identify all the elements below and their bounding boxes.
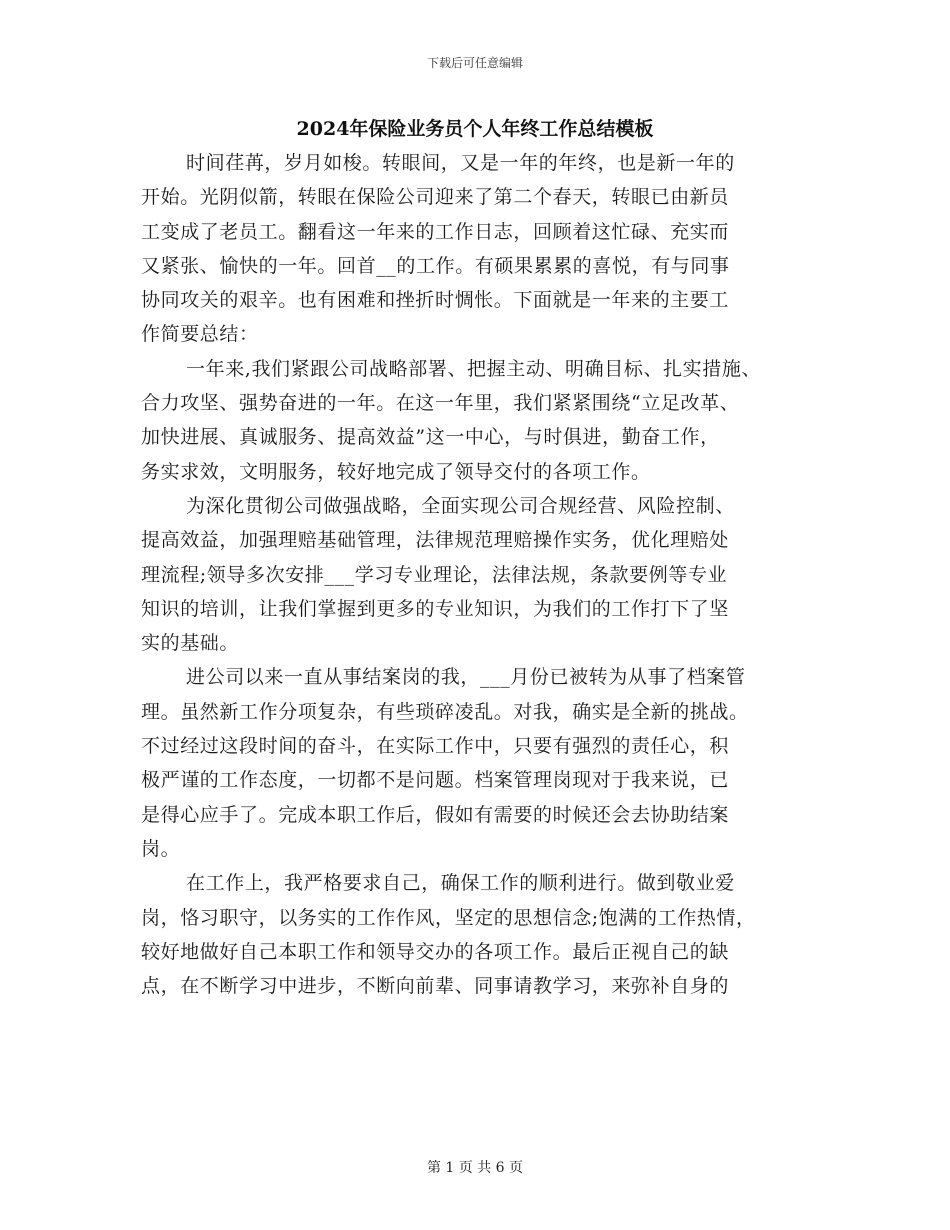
paragraph	[141, 352, 811, 489]
text-line: 务实求效，文明服务，较好地完成了领导交付的各项工作。	[141, 460, 651, 483]
text-line: 岗。	[141, 837, 181, 860]
text-line: 不过经过这段时间的奋斗，在实际工作中，只要有强烈的责任心，积	[141, 735, 730, 758]
paragraph	[141, 489, 811, 660]
text-line: 协同攻关的艰辛。也有困难和挫折时惆怅。下面就是一年来的主要工	[141, 289, 730, 312]
text-line: 岗，恪习职守，以务实的工作作风，坚定的思想信念;饱满的工作热情，	[141, 906, 756, 929]
text-line: 点，在不断学习中进步，不断向前辈、同事请教学习，来弥补自身的	[141, 975, 730, 998]
document-body	[141, 146, 811, 1003]
document-title: 2024年保险业务员个人年终工作总结模板	[296, 118, 654, 140]
text-line: 作简要总结：	[141, 323, 259, 346]
page-header-note: 下载后可任意编辑	[426, 56, 523, 70]
page-number: 第 1 页 共 6 页	[426, 1160, 524, 1176]
text-line: 提高效益，加强理赔基础管理，法律规范理赔操作实务，优化理赔处	[141, 529, 730, 552]
text-line: 较好地做好自己本职工作和领导交办的各项工作。最后正视自己的缺	[141, 940, 730, 963]
text-line: 为深化贯彻公司做强战略，全面实现公司合规经营、风险控制、	[186, 494, 735, 517]
text-line: 是得心应手了。完成本职工作后，假如有需要的时候还会去协助结案	[141, 803, 730, 826]
paragraph	[141, 866, 811, 1003]
text-line: 时间荏苒，岁月如梭。转眼间，又是一年的年终，也是新一年的	[186, 152, 735, 174]
paragraph	[141, 660, 811, 866]
paragraph	[141, 146, 811, 352]
text-line: 工变成了老员工。翻看这一年来的工作日志，回顾着这忙碌、充实而	[141, 220, 730, 243]
text-line: 极严谨的工作态度，一切都不是问题。档案管理岗现对于我来说，已	[141, 769, 730, 792]
text-line: 实的基础。	[141, 632, 240, 655]
text-line: 在工作上，我严格要求自己，确保工作的顺利进行。做到敬业爱	[186, 872, 735, 895]
text-line: 又紧张、愉快的一年。回首__的工作。有硕果累累的喜悦，有与同事	[141, 254, 730, 277]
text-line: 一年来,我们紧跟公司战略部署、把握主动、明确目标、扎实措施、	[186, 357, 762, 380]
text-line: 合力攻坚、强势奋进的一年。在这一年里，我们紧紧围绕“立足改革、	[141, 392, 740, 415]
text-line: 进公司以来一直从事结案岗的我，___月份已被转为从事了档案管	[186, 666, 746, 689]
text-line: 开始。光阴似箭，转眼在保险公司迎来了第二个春天，转眼已由新员	[141, 186, 730, 209]
text-line: 理。虽然新工作分项复杂，有些琐碎凌乱。对我，确实是全新的挑战。	[141, 700, 749, 723]
text-line: 加快进展、真诚服务、提高效益”这一中心，与时俱进，勤奋工作，	[141, 426, 720, 449]
text-line: 理流程;领导多次安排___学习专业理论，法律法规，条款要例等专业	[141, 563, 728, 586]
text-line: 知识的培训，让我们掌握到更多的专业知识，为我们的工作打下了坚	[141, 597, 730, 620]
